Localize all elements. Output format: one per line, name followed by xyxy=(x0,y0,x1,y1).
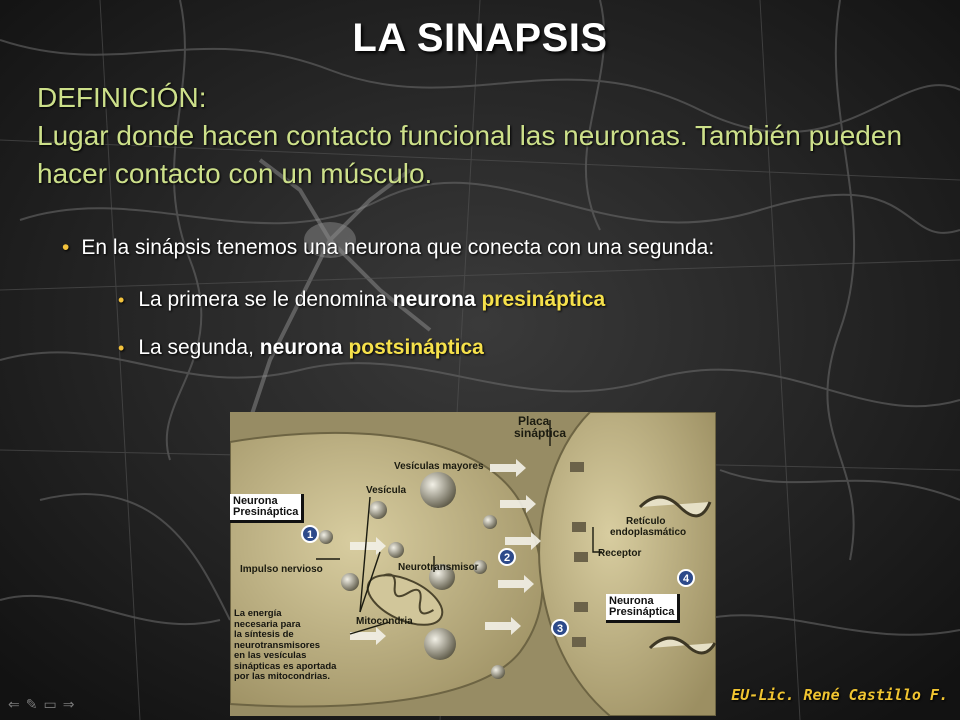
marker-1-label: 1 xyxy=(306,529,314,541)
label-receptor: Receptor xyxy=(598,548,642,559)
marker-4-label: 4 xyxy=(682,573,690,585)
label-neurona-presinaptica-2: Neurona Presináptica xyxy=(606,594,680,623)
label-endoplasmatico: endoplasmático xyxy=(610,527,687,538)
nav-menu-icon[interactable]: ▭ xyxy=(43,696,63,712)
sub1-highlight: presináptica xyxy=(481,288,606,311)
label-neurona-presinaptica-1: Neurona Presináptica xyxy=(230,494,304,523)
slide-title: LA SINAPSIS xyxy=(352,16,608,60)
synapse-illustration xyxy=(230,412,716,716)
nav-back-icon[interactable]: ⇐ xyxy=(8,696,26,712)
author-credit: EU-Lic. René Castillo F. xyxy=(731,686,948,704)
marker-1 xyxy=(302,526,318,542)
marker-3-label: 3 xyxy=(556,623,564,635)
bullet-main xyxy=(62,236,714,260)
label-vesiculas-mayores: Vesículas mayores xyxy=(394,461,484,472)
nav-forward-icon[interactable]: ⇒ xyxy=(62,696,81,712)
label-impulso-nervioso: Impulso nervioso xyxy=(240,564,323,575)
marker-4 xyxy=(678,570,694,586)
label-energy-note: La energía necesaria para la síntesis de neurotransmisores en las vesículas sinápticas es aportada por las mitocondrias. xyxy=(234,608,337,682)
sub2-highlight: postsináptica xyxy=(348,336,484,359)
definition-text: Lugar donde hacen contacto funcional las neuronas. También pueden hacer contacto con un músculo. xyxy=(37,120,903,189)
sub-bullet-postsinaptica xyxy=(118,336,484,360)
label-placa: Placa xyxy=(518,414,550,428)
sub1-bold: neurona xyxy=(392,288,476,311)
marker-2 xyxy=(499,549,515,565)
bullet-dot: • xyxy=(118,338,125,358)
bullet-dot: • xyxy=(118,290,125,310)
bullet-dot: • xyxy=(62,236,70,259)
label-reticulo: Retículo xyxy=(626,516,666,527)
label-sinaptica: sináptica xyxy=(514,426,567,440)
definition-heading: DEFINICIÓN: xyxy=(37,82,207,113)
nav-pen-icon[interactable]: ✎ xyxy=(25,696,44,712)
sub1-text: La primera se le denomina xyxy=(138,288,393,311)
sub-bullet-presinaptica xyxy=(118,288,605,312)
sub2-bold: neurona xyxy=(259,336,343,359)
label-neurotransmisor: Neurotransmisor xyxy=(398,562,479,573)
label-vesicula: Vesícula xyxy=(366,485,407,496)
marker-2-label: 2 xyxy=(503,552,511,564)
sub2-text: La segunda, xyxy=(138,336,260,359)
marker-3 xyxy=(552,620,568,636)
slide-nav-controls[interactable] xyxy=(8,696,80,713)
bullet-main-text: En la sinápsis tenemos una neurona que conecta con una segunda: xyxy=(81,236,715,259)
label-mitocondria: Mitocondria xyxy=(356,616,413,627)
